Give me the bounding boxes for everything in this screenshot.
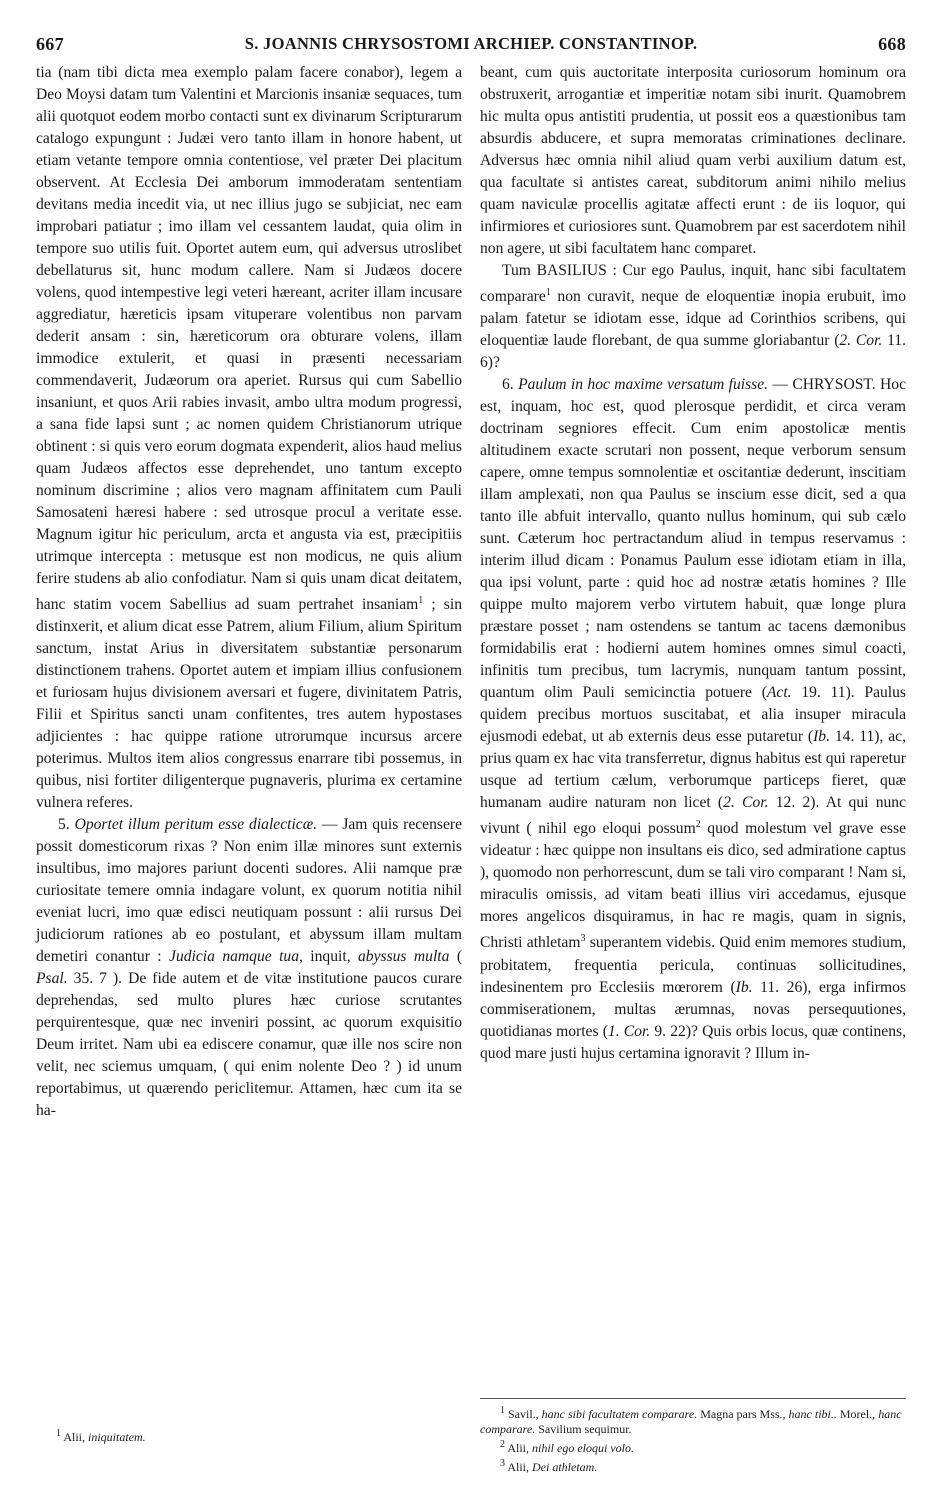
right-paragraph-1: beant, cum quis auctoritate interposita curiosorum hominum ora obstruxerit, arrogantiæ et imperitiæ notam sibi inurit. Quamobrem hic multa opus antistiti prudentia, ut possit eos a quæstionibus tam absurdis abducere, et supra memoratas criminationes declinare. Adversus hæc omnia nihil aliud quam verbi auxilium datum est, qua facultate si antistes careat, subditorum animi nihilo melius quam naviculæ procellis agitatæ affecti erunt : de iis loquor, qui infirmiores et curiosiores sunt. Quamobrem par est sacerdotem nihil non agere, ut sibi facultatem hanc comparet.	[480, 64, 906, 257]
page-number-left: 667	[36, 34, 64, 54]
page-number-right: 668	[878, 34, 906, 54]
footnote: $^3$ Alii, Dei athletam.	[500, 1458, 598, 1474]
left-paragraph-2: 5. Oportet illum peritum esse dialecticæ. — Jam quis recensere possit domesticorum rixas ? Non enim illæ minores sunt externis insultibus, imo majores pariunt docenti sudores. Alii namque præ curiositate temere omnia indagare volunt, ex quorum notitia nihil eveniat lucri, imo quæ edisci neutiquam possunt : alii rursus Dei judiciorum rationes ab eo postulant, et abyssum illam multam demetiri conantur : Judicia namque tua, inquit, abyssus multa ( Psal. 35. 7 ). De fide autem et de vitæ institutione paucos curare deprehendas, sed multo plures hæc curiose scrutantes perquirentesque, quæ nec inveniri possint, ac quorum exquisitio Deum irritet. Nam ubi ea ediscere conamur, quæ ille nos scire non velit, nec sciemus umquam, ( qui enim nolente Deo ? ) id unum reportabimus, ut quærendo periclitemur. Attamen, hæc cum ita se ha-	[36, 816, 463, 1120]
scripture-reference: Ib.	[813, 728, 830, 746]
footnote-marker: 2	[695, 819, 701, 831]
left-paragraph-1: tia (nam tibi dicta mea exemplo palam facere conabor), legem a Deo Moysi datam tum Valentini et Marcionis insaniæ sequaces, tum alii quotquot eodem morbo contacti sunt ex divinarum Scripturarum catalogo expungunt : Judæi vero tanto illam in honore habent, ut etiam vetante tempore omnia contentiose, vel præter Dei placitum observent. At Ecclesia Dei amborum immoderatam sententiam devitans media incedit via, ut nec illius jugo se subjiciat, nec eam improbari patiatur ; imo illam vel cessantem laudat, quia olim in tempore suo utilis fuit. Oportet autem eum, qui adversus utroslibet debellaturus sit, hunc modum callere. Nam si Judæos docere volens, quod intempestive legi veteri hæreant, acriter illam incusare aggrediatur, hæreticis ipsam vituperare volentibus non parvam dederit ansam : sin, hæreticorum ora obturare volens, illam immodice extulerit, et quasi in præsenti necessariam commendaverit, Judæorum ora aperiet. Rursus qui cum Sabellio insaniunt, et quos Arii rabies invasit, ambo ultra modum progressi, a sana fide lapsi sunt ; ac nomen quidem Christianorum utrique obtinent : si quis vero eorum dogmata expenderit, alios haud melius quam Judæos affectos esse deprehendet, uno tantum excepto nominum discrimine ; alios vero magnam affinitatem cum Pauli Samosateni hæresi habere : sed utrosque procul a veritate esse. Magnum igitur hic periculum, arcta et angusta via est, præcipitiis utrimque intercepta : metusque est non modicus, ne quis alium ferire studens ab alio confodiatur. Nam si quis unam dicat deitatem, hanc statim vocem Sabellius ad suam pertrahet insaniam$^1$ ; sin distinxerit, et alium dicat esse Patrem, alium Filium, alium Spiritum sanctum, instat Arius in diversitatem substantiæ personarum distinctionem trahens. Oportet autem et impiam illius confusionem et furiosam hujus divisionem aversari et fugere, divinitatem Patris, Filii et Spiritus sancti unam confitentes, tres autem hypostases adjicientes : hac quippe ratione utrorumque incursus arcere poterimus. Multos item alios congressus enarrare tibi possemus, in quibus, nisi fortiter diligenterque pugnaveris, plurima ex certamine vulnera referes.	[36, 64, 462, 812]
section-number: 5.	[58, 816, 70, 834]
footnote: $^1$ Alii, iniquitatem.	[56, 1428, 146, 1444]
right-paragraph-2: Tum BASILIUS : Cur ego Paulus, inquit, hanc sibi facultatem comparare$^1$ non curavit, neque de eloquentiæ inopia erubuit, imo palam fatetur se idiotam esse, idque ad Corinthios scribens, qui eloquentiæ laude florebant, de qua summe gloriabantur (2. Cor. 11. 6)?	[480, 262, 907, 372]
footnote-marker: 1	[545, 287, 551, 298]
footnote: $^2$ Alii, nihil ego eloqui volo.	[500, 1439, 634, 1455]
scripture-reference: 2. Cor.	[839, 332, 883, 350]
right-column	[480, 62, 906, 1065]
footnote: $^1$ Savil., hanc sibi facultatem comparare. Magna pars Mss., hanc tibi.. Morel., hanc comparare. Savilium sequimur.	[480, 1398, 906, 1437]
scripture-reference: 2. Cor.	[723, 794, 769, 812]
footnote-marker: 3	[580, 933, 586, 945]
scripture-reference: Ib.	[735, 978, 753, 996]
right-footnotes	[480, 1398, 906, 1475]
running-title: S. JOANNIS CHRYSOSTOMI ARCHIEP. CONSTANTINOP.	[244, 34, 698, 53]
footnote-marker: 1	[418, 595, 424, 606]
left-footnotes	[36, 1426, 462, 1445]
section-heading: Oportet illum peritum esse dialecticæ.	[74, 816, 318, 834]
section-number: 6.	[502, 376, 514, 394]
right-paragraph-3: 6. Paulum in hoc maxime versatum fuisse. — CHRYSOST. Hoc est, inquam, hoc est, quod plerosque perdidit, et circa veram doctrinam segniores effecit. Cum enim apostolicæ mentis altitudinem exacte scrutari non possent, neque verborum sensum capere, omne tempus somnolentiæ et oscitantiæ dederunt, inscitiam illam amplexati, non qua Paulus se inscium esse dicit, sed a qua tanto ille abfuit intervallo, quanto nullus hominum, qui sub cælo sunt. Cæterum hoc pertractandum aliud in tempus reservamus : interim illud dicam : Ponamus Paulum esse idiotam etiam in illa, qua ipsi volunt, parte : quid hoc ad nostræ ætatis homines ? Ille quippe multo majorem verbo virtutem habuit, quæ longe plura præstare posset ; nam ostendens se tantum ac tacens dæmonibus formidabilis erat : hodierni autem homines omnes simul coacti, infinitis tum precibus, tum lacrymis, nunquam tantum possint, quantum olim Pauli semicinctia potuere (Act. 19. 11). Paulus quidem precibus mortuos suscitabat, et alia insuper miracula ejusmodi edebat, ut ab externis deus esse putaretur (Ib. 14. 11), ac, prius quam ex hac vita transferretur, dignus habitus est qui raperetur usque ad tertium cælum, verborumque particeps fieret, quæ humanam audire naturam non licet (2. Cor. 12. 2). At qui nunc vivunt ( nihil ego eloqui possum$^2$ quod molestum vel grave esse videatur : hæc quippe non insultans eis dico, sed admiratione captus ), quomodo non perhorrescunt, dum se tali viro comparant ! Nam si, miraculis omissis, ad vitam beati illius viri accedamus, ejusque mores angelicos disquiramus, in hac re magis, quam in signis, Christi athletam$^3$ superantem videbis. Quid enim memores studium, probitatem, frequentia pericula, continuas sollicitudines, indesinentem pro Ecclesiis mœrorem (Ib. 11. 26), erga infirmos commiserationem, multas ærumnas, novas persequutiones, quotidianas mortes (1. Cor. 9. 22)? Quis orbis locus, quæ continens, quod mare justi hujus certamina ignoravit ? Illum in-	[480, 376, 907, 1062]
scripture-reference: 1. Cor.	[607, 1022, 651, 1040]
left-column	[36, 62, 462, 1122]
page-header	[36, 34, 906, 60]
section-heading: Paulum in hoc maxime versatum fuisse.	[518, 376, 769, 394]
scripture-reference: Act.	[766, 684, 792, 702]
scripture-reference: Psal.	[36, 970, 68, 988]
